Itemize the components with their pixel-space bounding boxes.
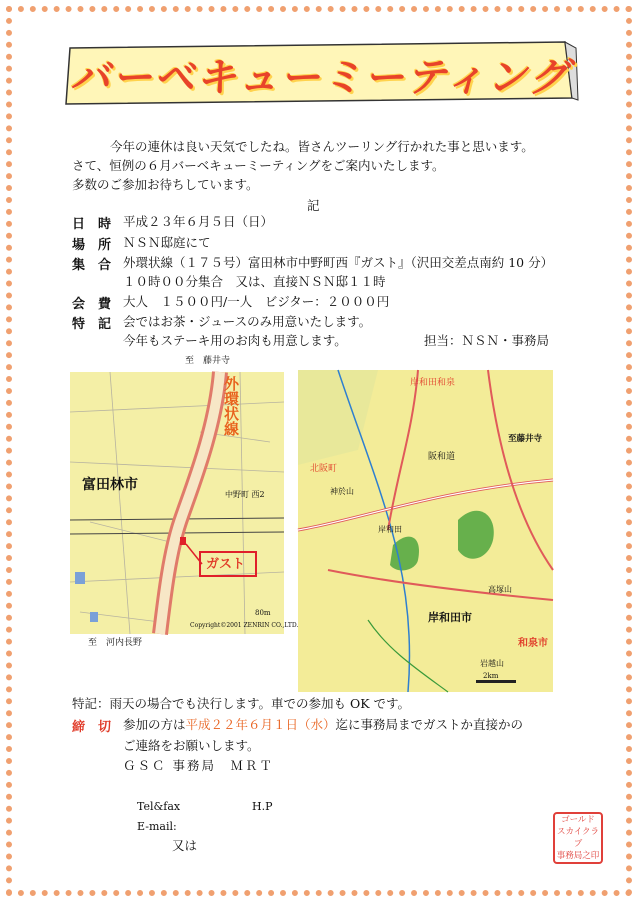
deadline-label: 締 切 (72, 720, 112, 735)
fee-value: 大人 １５００円/一人 ビジター：２０００円 (123, 294, 390, 309)
left-map-nakano: 中野町 西2 (225, 490, 265, 499)
left-map-scale: 80m (255, 609, 271, 617)
left-map-road-label: 外環状線 (222, 376, 240, 436)
intro-line-1: 今年の連休は良い天気でしたね。皆さんツーリング行かれた事と思います。 (110, 139, 534, 154)
office-name: ＧＳＣ 事務局 ＭＲＴ (123, 758, 274, 773)
tel-fax-label: Tel&fax (137, 800, 181, 813)
fee-label: 会 費 (72, 297, 112, 312)
date-label: 日 時 (72, 217, 112, 232)
right-map-scale: 2km (483, 672, 499, 680)
meet-value-2: １０時００分集合 又は、直接ＮＳＮ邸１１時 (123, 274, 386, 289)
place-label: 場 所 (72, 238, 112, 253)
deadline-pre: 参加の方は (123, 717, 186, 732)
ki-heading: 記 (307, 198, 320, 213)
contact: 担当：ＮＳＮ・事務局 (424, 333, 550, 348)
right-map-kishiwada: 岸和田 (378, 525, 402, 534)
right-map-kishiwada-city: 岸和田市 (428, 611, 472, 624)
deadline-line-1 (123, 715, 523, 734)
right-map-fujiidera: 至藤井寺 (508, 434, 543, 444)
homepage-label: H.P (252, 800, 273, 813)
meet-label: 集 合 (72, 258, 112, 273)
right-map-hanwa: 阪和道 (428, 452, 456, 462)
place-value: ＮＳＮ邸庭にて (123, 235, 211, 250)
left-map-city-label: 富田林市 (82, 477, 138, 493)
intro-line-2: さて、恒例の６月バーベキューミーティングをご案内いたします。 (72, 158, 445, 173)
right-map-takatsuka: 高塚山 (488, 585, 512, 594)
meet-value-1: 外環状線（１７５号）富田林市中野町西『ガスト』（沢田交差点南約 10 分） (123, 255, 554, 270)
left-map-store-label: ガスト (206, 557, 246, 572)
right-map-kitahashi: 北阪町 (310, 464, 338, 474)
note-label: 特 記 (72, 317, 112, 332)
title-banner (60, 38, 580, 108)
right-map (298, 370, 553, 692)
left-map-bottom-caption: 至 河内長野 (88, 638, 143, 648)
deadline-post: 迄に事務局までガストか直接かの (335, 717, 524, 732)
right-map-kanpo: 神於山 (330, 487, 354, 496)
office-seal-stamp: ゴールド スカイクラブ 事務局之印 (553, 812, 603, 864)
rain-note: 特記：雨天の場合でも決行します。車での参加も OK です。 (72, 696, 411, 711)
deadline-line-2: ご連絡をお願いします。 (123, 738, 260, 753)
right-map-iwaoyama: 岩越山 (480, 659, 504, 668)
left-map (70, 372, 299, 634)
left-map-top-caption: 至 藤井寺 (185, 356, 231, 366)
intro-line-3: 多数のご参加お待ちしています。 (72, 177, 259, 192)
deadline-date: 平成２２年６月１日（水） (185, 717, 336, 732)
or-text: 又は (172, 838, 198, 853)
right-map-izumi: 和泉市 (518, 638, 548, 649)
date-value: 平成２３年６月５日（日） (123, 214, 274, 229)
note-value-2: 今年もステーキ用のお肉も用意します。 (123, 333, 347, 348)
email-label: E-mail: (137, 820, 177, 833)
banner-title: バーベキューミーティング (70, 55, 570, 101)
note-value-1: 会ではお茶・ジュースのみ用意いたします。 (123, 314, 372, 329)
left-map-copyright: Copyright©2001 ZENRIN CO.,LTD. (190, 622, 299, 629)
right-map-kishiwada-izumi: 岸和田和泉 (410, 378, 456, 388)
